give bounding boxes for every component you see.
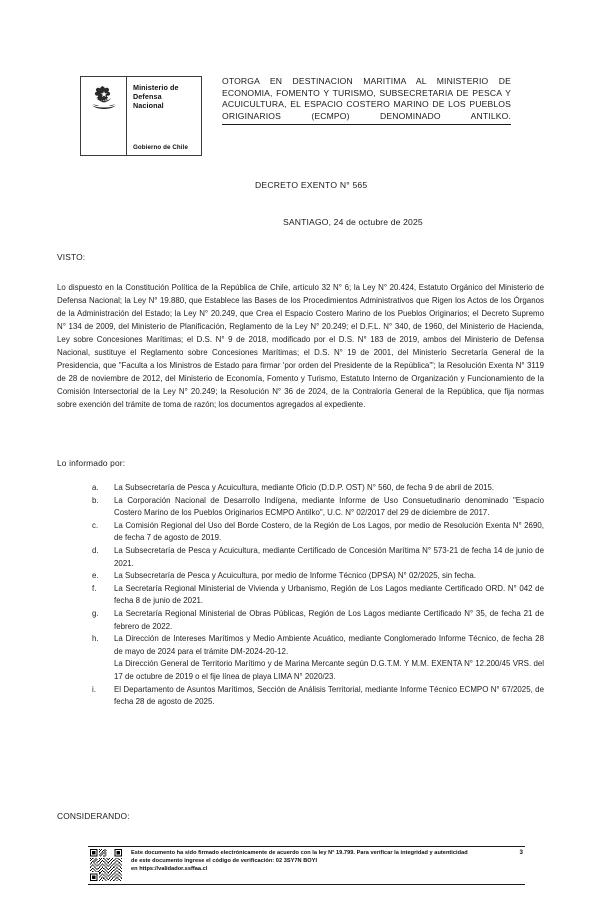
visto-body: Lo dispuesto en la Constitución Política de la República de Chile, artículo 32 N° 6; la Ley N° 20.424, Estatuto Orgánico del Ministerio de Defensa Nacional; la Ley N° 19.880, que Establece las Bases de los Procedimientos Administrativos que Rigen los Actos de los Órganos de la Administración del Estado; la Ley N° 20.249, que Crea el Espacio Costero Marino de los Pueblos Originarios; el Decreto Supremo N° 134 de 2009, del Ministerio de Planificación, Reglamento de la Ley N° 20.249; el D.F.L. N° 340, de 1960, del Ministerio de Hacienda, Ley sobre Concesiones Marítimas; el D.S. N° 9 de 2018, modificado por el D.S. N° 183 de 2019, ambos del Ministerio de Defensa Nacional, sustituye el Reglamento sobre Concesiones Marítimas; el D.S. N° 19 de 2001, del Ministerio Secretaría General de la Presidencia, que "Faculta a los Ministros de Estado para firmar 'por orden del Presidente de la República'"; la Resolución Exenta N° 3119 de 28 de noviembre de 2012, del Ministerio de Economía, Fomento y Turismo, Estatuto Interno de Organización y Funcionamiento de la Comisión Intersectorial de la Ley N° 20.249; la Resolución N° 36 de 2024, de la Contraloría General de la República, que fija normas sobre exención del trámite de toma de razón; los documentos agregados al expediente.: [57, 283, 544, 410]
coat-of-arms-cell: [81, 77, 127, 155]
list-item-marker: g.: [92, 608, 99, 618]
qr-code-icon: [90, 849, 122, 881]
list-item-text: La Comisión Regional del Uso del Borde Costero, de la Región de Los Lagos, por medio de Resolución Exenta N° 2690, de fecha 7 de agosto de 2019.: [114, 520, 544, 543]
government-name: Gobierno de Chile: [133, 144, 188, 151]
ministry-name-cell: [127, 77, 201, 155]
list-item-text: La Subsecretaría de Pesca y Acuicultura, por medio de Informe Técnico (DPSA) N° 02/2025, sin fecha.: [114, 571, 477, 581]
list-item: [92, 684, 544, 709]
ministry-name-line-1: Ministerio de: [133, 83, 179, 92]
informado-list: [92, 482, 544, 709]
list-item-text: La Subsecretaría de Pesca y Acuicultura, mediante Certificado de Concesión Marítima N° 573-21 de fecha 14 de junio de 2021.: [114, 545, 544, 568]
list-item-marker: i.: [92, 684, 96, 694]
title-divider: [222, 124, 511, 125]
list-item-marker: f.: [92, 583, 97, 593]
decree-number: DECRETO EXENTO N° 565: [255, 180, 368, 190]
list-item-marker: e.: [92, 571, 99, 581]
ministry-name-line-3: Nacional: [133, 101, 164, 111]
informado-label: Lo informado por:: [57, 458, 126, 468]
decree-place-date: SANTIAGO, 24 de octubre de 2025: [283, 217, 423, 227]
verification-text: [131, 849, 509, 874]
list-item-subtext: La Dirección General de Territorio Marítimo y de Marina Mercante según D.G.T.M. Y M.M. EXENTA N° 12.200/45 VRS. del 17 de octubre de 2019 o el fije línea de playa LIMA N° 2020/23.: [114, 659, 544, 681]
list-item: [92, 608, 544, 633]
list-item-text: La Corporación Nacional de Desarrollo Indígena, mediante Informe de Uso Consuetudinario denominado "Espacio Costero Marino de los Pueblos Originarios ECMPO Antilko", U.C. N° 02/2017 del 29 de diciembre de 2017.: [114, 495, 544, 518]
list-item: [92, 520, 544, 545]
list-item-text: La Dirección de Intereses Marítimos y Medio Ambiente Acuático, mediante Conglomerado Informe Técnico, de fecha 28 de mayo de 2024 para el trámite DM-2024-20-12.: [114, 634, 544, 656]
list-item: [92, 583, 544, 608]
list-item-text: La Secretaría Regional Ministerial de Vivienda y Urbanismo, Región de Los Lagos mediante Certificado ORD. N° 042 de fecha 8 de junio de 2021.: [114, 583, 544, 606]
verification-line-2: de este documento ingrese el código de verificación: 02 3SY7N BOYI: [131, 858, 318, 865]
verification-line-1: Este documento ha sido firmado electrónicamente de acuerdo con la ley N° 19.799. Para verificar la integridad y autenticidad: [131, 850, 468, 856]
list-item-marker: b.: [92, 495, 99, 505]
signature-verification-footer: [88, 846, 525, 885]
list-item-text: La Secretaría Regional Ministerial de Obras Públicas, Región de Los Lagos mediante Certificado N° 35, de fecha 21 de febrero de 2022.: [114, 608, 544, 631]
list-item-text: La Subsecretaría de Pesca y Acuicultura, mediante Oficio (D.D.P. OST) N° 560, de fecha 9 de abril de 2015.: [114, 483, 495, 492]
page-number: 3: [519, 849, 523, 856]
ministry-name-line-2: Defensa: [133, 92, 162, 102]
list-item-marker: c.: [92, 520, 99, 530]
visto-label: VISTO:: [57, 252, 86, 262]
document-header: [0, 76, 600, 156]
verification-line-3: en https://validador.ssffaa.cl: [131, 866, 208, 873]
ministry-logo-block: [80, 76, 202, 156]
list-item-marker: a.: [92, 483, 99, 492]
considerando-label: CONSIDERANDO:: [57, 811, 130, 821]
ministry-name: [133, 83, 197, 111]
chile-coat-of-arms-icon: [89, 84, 119, 110]
document-title-block: [222, 76, 511, 125]
page-title: OTORGA EN DESTINACION MARITIMA AL MINISTERIO DE ECONOMIA, FOMENTO Y TURISMO, SUBSECRETARIA DE PESCA Y ACUICULTURA, EL ESPACIO COSTERO MARINO DE LOS PUEBLOS ORIGINARIOS (ECMPO) DENOMINADO ANTILKO.: [222, 76, 511, 121]
list-item-text: El Departamento de Asuntos Marítimos, Sección de Análisis Territorial, mediante Informe Técnico ECMPO N° 67/2025, de fecha 28 de agosto de 2025.: [114, 684, 544, 707]
list-item: [92, 570, 544, 583]
list-item: [92, 633, 544, 658]
list-item-marker: d.: [92, 545, 99, 555]
list-item: [92, 495, 544, 520]
list-item-marker: h.: [92, 634, 99, 644]
list-item: [92, 545, 544, 570]
list-item: [92, 482, 544, 495]
